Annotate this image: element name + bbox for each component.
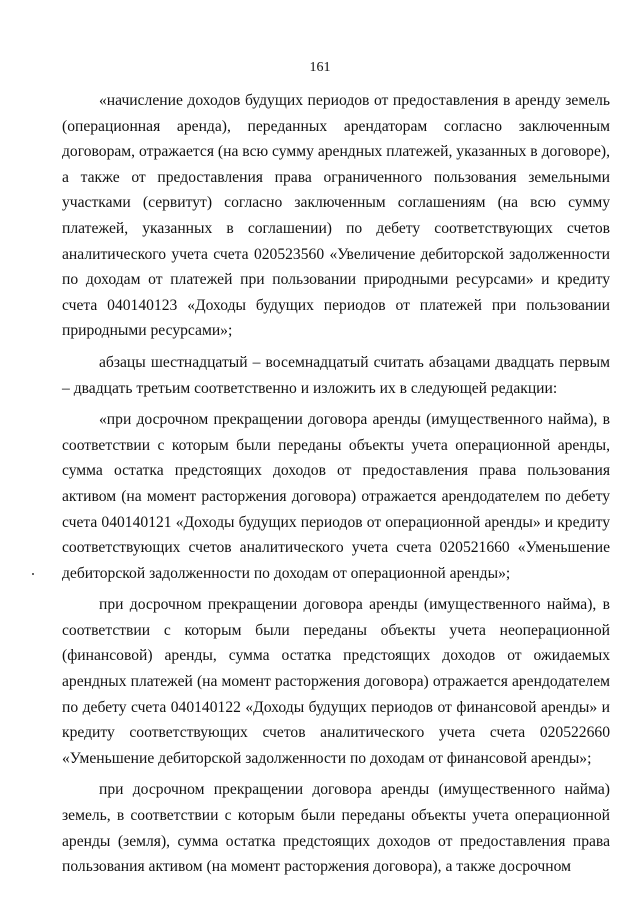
page-number: 161 bbox=[309, 60, 331, 75]
paragraph-1: «начисление доходов будущих периодов от предоставления в аренду земель (операционная аренда), переданных арендаторам согласно заключенным договорам, отражается (на всю сумму арендных платежей, указанных в договоре), а также от предоставления права ограниченного пользования земельными участками (сервитут) согласно заключенным соглашениям (на всю сумму платежей, указанных в соглашении) по дебету соответствующих счетов аналитического учета счета 020523560 «Увеличение дебиторской задолженности по доходам от платежей при пользовании природными ресурсами» и кредиту счета 040140123 «Доходы будущих периодов от платежей при пользовании природными ресурсами»; bbox=[62, 92, 610, 340]
document-body bbox=[62, 88, 610, 880]
paragraph-5: при досрочном прекращении договора аренды (имущественного найма) земель, в соответствии с которым были переданы объекты учета операционной аренды (земля), сумма остатка предстоящих доходов от предоставления права пользования активом (на момент расторжения договора), а также досрочном bbox=[62, 781, 610, 876]
paragraph-4: при досрочном прекращении договора аренды (имущественного найма), в соответствии с которым были переданы объекты учета неоперационной (финансовой) аренды, сумма остатка предстоящих доходов от ожидаемых арендных платежей (на момент расторжения договора) отражается арендодателем по дебету счета 040140122 «Доходы будущих периодов от финансовой аренды» и кредиту соответствующих счетов аналитического учета счета 020522660 «Уменьшение дебиторской задолженности по доходам от финансовой аренды»; bbox=[62, 596, 610, 767]
paragraph-3: «при досрочном прекращении договора аренды (имущественного найма), в соответствии с которым были переданы объекты учета операционной аренды, сумма остатка предстоящих доходов от предоставления права пользования активом (на момент расторжения договора) отражается арендодателем по дебету счета 040140121 «Доходы будущих периодов от операционной аренды» и кредиту соответствующих счетов аналитического учета счета 020521660 «Уменьшение дебиторской задолженности по доходам от операционной аренды»; bbox=[62, 411, 610, 582]
paragraph-2: абзацы шестнадцатый – восемнадцатый считать абзацами двадцать первым – двадцать третьим соответственно и изложить их в следующей редакции: bbox=[62, 353, 610, 397]
scan-speck bbox=[32, 573, 34, 575]
